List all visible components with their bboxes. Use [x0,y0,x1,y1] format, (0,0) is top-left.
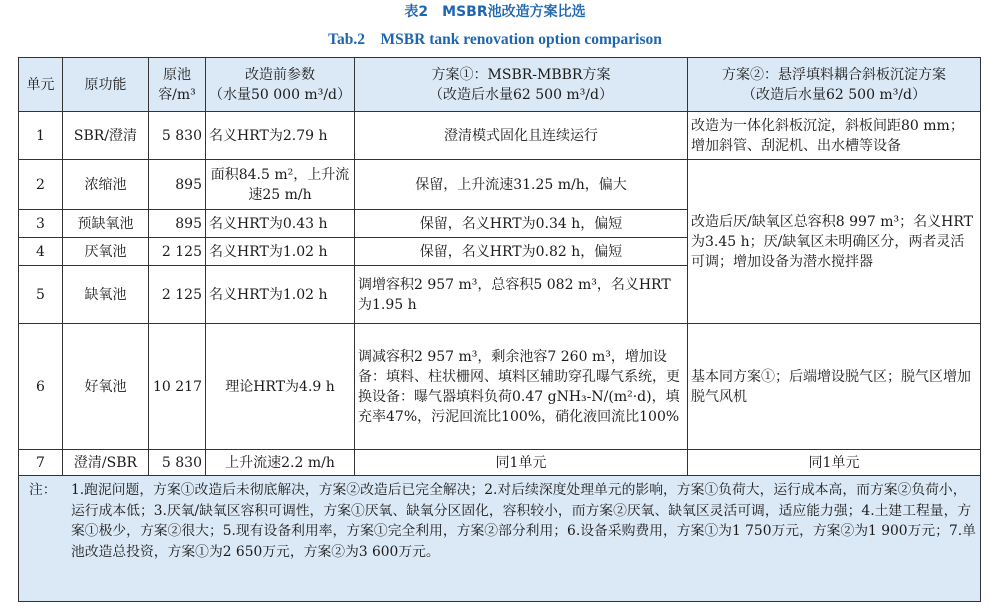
header-option1: 方案①：MSBR-MBBR方案 （改造后水量62 500 m³/d） [355,58,688,112]
header-before: 改造前参数 （水量50 000 m³/d） [206,58,355,112]
cell-before: 名义HRT为2.79 h [206,112,355,160]
cell-option2-merged: 改造后厌/缺氧区总容积8 997 m³；名义HRT为3.45 h；厌/缺氧区未明确区分，两者灵活可调；增加设备为潜水搅拌器 [688,160,981,324]
cell-unit: 3 [19,210,63,238]
cell-before: 名义HRT为1.02 h [206,238,355,266]
table-row [19,324,981,450]
cell-before: 上升流速2.2 m/h [206,450,355,476]
cell-function: 浓缩池 [63,160,149,210]
header-option2: 方案②：悬浮填料耦合斜板沉淀方案 （改造后水量62 500 m³/d） [688,58,981,112]
cell-volume: 2 125 [149,266,206,324]
cell-option1: 调减容积2 957 m³，剩余池容7 260 m³，增加设备：填料、柱状栅网、填料区辅助穿孔曝气系统，更换设备：曝气器填料负荷0.47 gNH₃-N/(m²·d)，填充率47%，污泥回流比100%，硝化液回流比100% [355,324,688,450]
cell-volume: 5 830 [149,112,206,160]
cell-volume: 2 125 [149,238,206,266]
cell-function: 预缺氧池 [63,210,149,238]
cell-function: SBR/澄清 [63,112,149,160]
cell-unit: 5 [19,266,63,324]
cell-before: 名义HRT为0.43 h [206,210,355,238]
header-volume: 原池 容/m³ [149,58,206,112]
cell-option1: 澄清模式固化且连续运行 [355,112,688,160]
cell-volume: 895 [149,160,206,210]
cell-before: 面积84.5 m²，上升流速25 m/h [206,160,355,210]
cell-before: 名义HRT为1.02 h [206,266,355,324]
cell-before: 理论HRT为4.9 h [206,324,355,450]
cell-unit: 4 [19,238,63,266]
cell-option2: 基本同方案①；后端增设脱气区；脱气区增加脱气风机 [688,324,981,450]
cell-option2: 改造为一体化斜板沉淀，斜板间距80 mm；增加斜管、刮泥机、出水槽等设备 [688,112,981,160]
table-note-row [19,476,981,602]
cell-unit: 2 [19,160,63,210]
table-row [19,112,981,160]
cell-unit: 1 [19,112,63,160]
table-row [19,450,981,476]
cell-function: 厌氧池 [63,238,149,266]
comparison-table [18,57,981,602]
cell-option1: 调增容积2 957 m³，总容积5 082 m³，名义HRT为1.95 h [355,266,688,324]
cell-option2: 同1单元 [688,450,981,476]
cell-function: 澄清/SBR [63,450,149,476]
cell-option1: 保留，名义HRT为0.34 h，偏短 [355,210,688,238]
table-note [19,476,981,602]
cell-option1: 同1单元 [355,450,688,476]
cell-unit: 7 [19,450,63,476]
cell-volume: 10 217 [149,324,206,450]
table-row [19,160,981,210]
note-label: 注： [29,482,57,498]
cell-function: 好氧池 [63,324,149,450]
cell-option1: 保留，名义HRT为0.82 h，偏短 [355,238,688,266]
table-title-en: Tab.2 MSBR tank renovation option comparison [328,31,662,48]
table-title-cn: 表2 MSBR池改造方案比选 [404,4,586,20]
header-function: 原功能 [63,58,149,112]
cell-volume: 895 [149,210,206,238]
cell-option1: 保留，上升流速31.25 m/h，偏大 [355,160,688,210]
cell-volume: 5 830 [149,450,206,476]
cell-function: 缺氧池 [63,266,149,324]
header-unit: 单元 [19,58,63,112]
table-header-row [19,58,981,112]
note-text: 1.跑泥问题，方案①改造后未彻底解决，方案②改造后已完全解决；2.对后续深度处理单元的影响，方案①负荷大，运行成本高，而方案②负荷小，运行成本低；3.厌氧/缺氧区容积可调性，方案①厌氧、缺氧分区固化，容积较小，而方案②厌氧、缺氧区灵活可调，适应能力强；4.土建工程量，方案①极少，方案②很大；5.现有设备利用率，方案①完全利用，方案②部分利用；6.设备采购费用，方案①为1 750万元，方案②为1 900万元；7.单池改造总投资，方案①为2 650万元，方案②为3 600万元。 [71,482,976,560]
cell-unit: 6 [19,324,63,450]
